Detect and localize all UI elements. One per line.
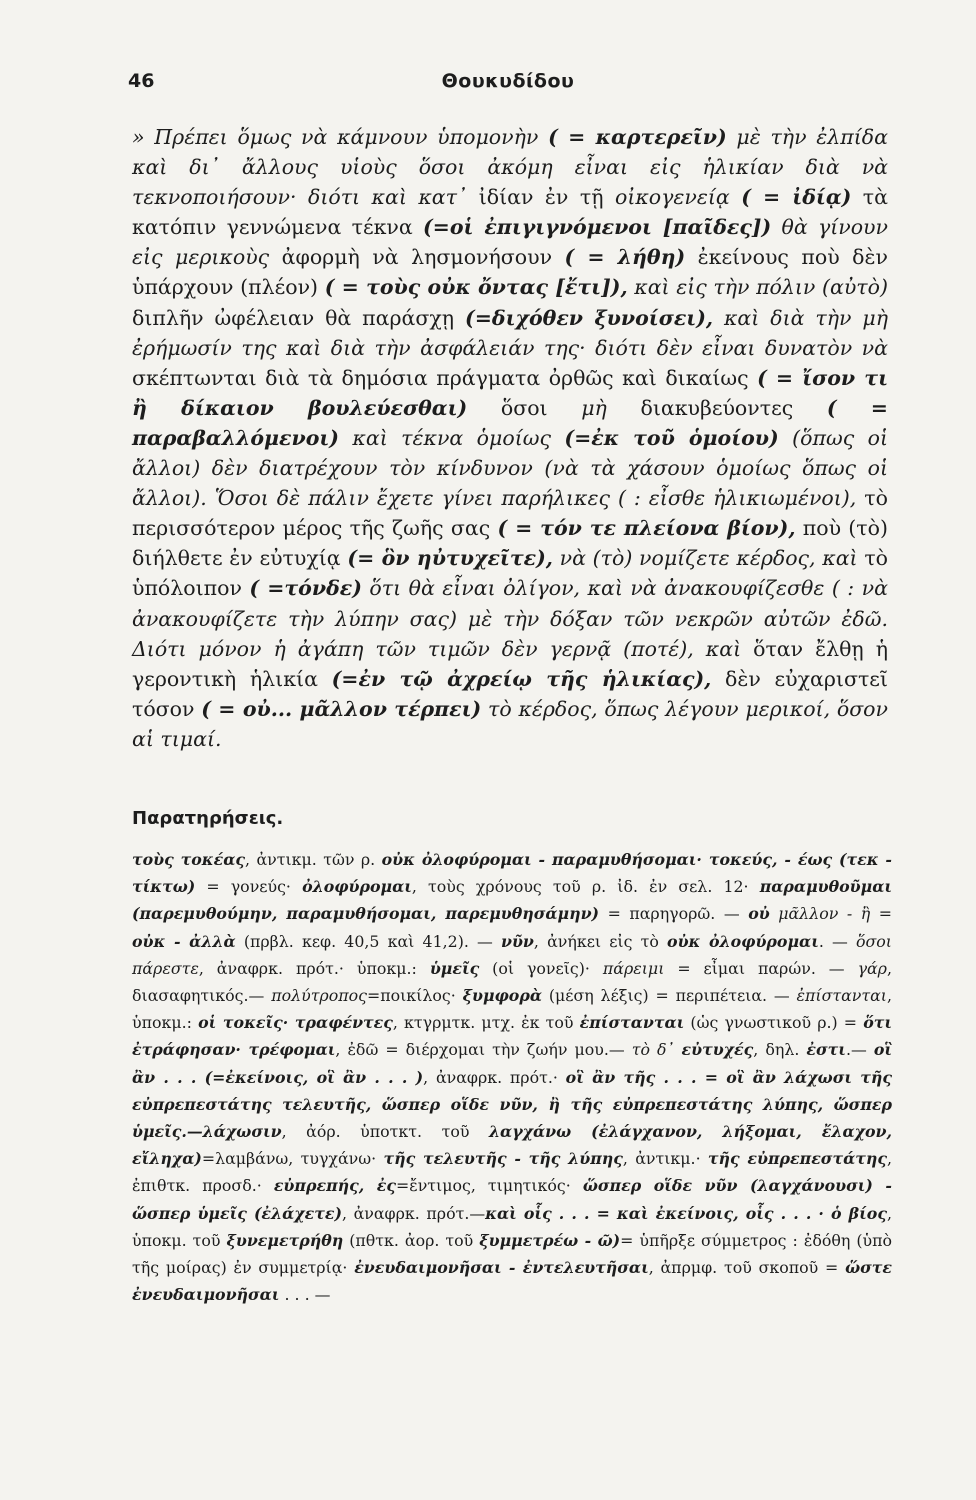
greek-term: ( = ἰδίᾳ) bbox=[741, 185, 852, 210]
note-text: , ἐπιθτκ. προσδ.· bbox=[132, 1149, 892, 1196]
note-term: ὀλοφύρομαι bbox=[302, 877, 412, 897]
note-text: . . . — bbox=[279, 1285, 331, 1305]
notes-paragraph bbox=[132, 846, 892, 1308]
note-term: οἳ ἂν τῆς . . . = οἳ ἂν λάχωσι τῆς εὐπρεπεστάτης τελευτῆς, ὥσπερ οἵδε νῦν, ἢ τῆς εὐπρεπεστάτης λύπης, ὥσπερ ὑμεῖς.—λάχωσιν bbox=[132, 1067, 892, 1142]
note-italic: πολύτροπος bbox=[271, 986, 367, 1006]
greek-term: ( =τόνδε) bbox=[249, 576, 362, 601]
note-text: , ἀντικμ. τῶν ρ. bbox=[245, 850, 382, 869]
note-term: εὐπρεπής, ἐς bbox=[273, 1176, 396, 1196]
note-text: .— bbox=[845, 1040, 874, 1060]
text-run: νὰ (τὸ) νομίζετε κέρδος, καὶ bbox=[559, 546, 858, 571]
note-term: ὥσπερ οἵδε νῦν (λαγχάνουσι) - ὥσπερ ὑμεῖς (ἐλάχετε) bbox=[132, 1176, 892, 1223]
text-run: ἐκείνους ποὺ δὲν ὑπάρχουν (πλέον) bbox=[132, 245, 888, 300]
text-run: καὶ εἰς τὴν πόλιν (αὐτὸ) bbox=[634, 275, 888, 300]
note-term: οὐκ ὀλοφύρομαι bbox=[667, 931, 819, 951]
note-term: ξυμφορὰ bbox=[462, 986, 542, 1006]
note-term: ἐστι bbox=[806, 1040, 846, 1060]
note-text: , ὑποκμ. τοῦ bbox=[132, 1203, 892, 1250]
text-run: καὶ διὰ τὴν μὴ ἐρήμωσίν της καὶ διὰ τὴν ἀσφάλειάν της· διότι δὲν εἶναι δυνατὸν νὰ bbox=[132, 305, 888, 360]
note-text: , ἀναφρκ. πρότ.— bbox=[341, 1203, 486, 1223]
note-text: (πρβλ. κεφ. 40,5 καὶ 41,2). — bbox=[235, 931, 502, 951]
note-text: , ἀντικμ.· bbox=[622, 1149, 708, 1169]
note-term: ὑμεῖς bbox=[429, 958, 480, 978]
note-italic: πάρειμι bbox=[602, 958, 665, 978]
greek-term: ( = οὐ... μᾶλλον τέρπει) bbox=[201, 696, 482, 721]
note-text: =λαμβάνω, τυγχάνω· bbox=[201, 1149, 384, 1169]
note-text: , δηλ. bbox=[753, 1040, 807, 1060]
note-term: ὥστε ἐνευδαιμονῆσαι bbox=[132, 1258, 892, 1305]
text-run: (ὅπως οἱ ἄλλοι) δὲν διατρέχουν τὸν κίνδυνον (νὰ τὰ χάσουν ὁμοίως ὅπως οἱ ἄλλοι). Ὅσοι δὲ πάλιν ἔχετε γίνει παρήλικες ( : εἶσθε ἡλικιωμένοι), bbox=[132, 425, 888, 511]
note-term: τοὺς τοκέας bbox=[132, 850, 246, 869]
note-text: = bbox=[870, 904, 892, 924]
text-run: ἰδίαν ἐν τῇ bbox=[478, 185, 604, 210]
greek-term: ( = ἴσον τι ἢ δίκαιον βουλεύεσθαι) bbox=[132, 365, 888, 420]
text-run: τὰ κατόπιν γεννώμενα τέκνα bbox=[132, 185, 888, 240]
running-title: Θουκυδίδου bbox=[441, 70, 575, 92]
note-term: οὐκ ὀλοφύρομαι - παραμυθήσομαι· τοκεύς, - έως (τεκ - τίκτω) bbox=[132, 850, 892, 897]
note-text: =ποικίλος· bbox=[366, 986, 463, 1006]
text-run: μὲ τὴν ἐλπίδα καὶ δι᾿ ἄλλους υἱοὺς ὅσοι ἀκόμη εἶναι εἰς ἡλικίαν διὰ νὰ τεκνοποιήσουν· διότι καὶ κατ᾿ bbox=[132, 125, 888, 210]
greek-term: (=ἐκ τοῦ ὁμοίου) bbox=[564, 425, 779, 450]
note-text: , ἐδῶ = διέρχομαι τὴν ζωήν μου.— bbox=[335, 1040, 632, 1060]
note-italic: ἐπίστανται bbox=[796, 986, 887, 1006]
note-text: , ἀναφρκ. πρότ.· bbox=[423, 1067, 566, 1087]
notes-heading: Παρατηρήσεις. bbox=[132, 808, 284, 829]
text-run: ἀφορμὴ νὰ λησμονήσουν bbox=[281, 245, 553, 270]
note-text: = γονεύς· bbox=[195, 877, 303, 897]
note-italic: ὅσοι πάρεστε bbox=[132, 931, 892, 978]
note-term: ξυνεμετρήθη bbox=[226, 1230, 344, 1250]
note-text bbox=[770, 904, 779, 923]
main-paragraph bbox=[132, 122, 888, 754]
text-run: » Πρέπει ὅμως νὰ κάμνουν ὑπομονὴν bbox=[132, 125, 539, 149]
text-run: τὸ περισσότερον μέρος τῆς ζωῆς σας bbox=[132, 486, 888, 541]
note-term: καὶ οἷς . . . = καὶ ἐκείνοις, οἷς . . . · ὁ βίος bbox=[485, 1203, 887, 1223]
greek-term: ( = καρτερεῖν) bbox=[548, 125, 727, 149]
note-text: , ἀπρμφ. τοῦ σκοποῦ = bbox=[648, 1258, 846, 1278]
note-text: = παρηγορῶ. — bbox=[599, 904, 749, 924]
text-run: τὸ κέρδος, ὅπως λέγουν μερικοί, ὅσον αἱ τιμαί. bbox=[132, 696, 888, 751]
note-text: =ἔντιμος, τιμητικός· bbox=[395, 1176, 583, 1196]
note-term: λαγχάνω (ἐλάγχανον, λήξομαι, ἔλαχον, εἴληχα) bbox=[132, 1122, 892, 1169]
note-text: = εἶμαι παρών. — bbox=[664, 958, 858, 978]
main-text bbox=[132, 122, 888, 754]
note-italic: γάρ bbox=[857, 958, 887, 978]
note-text: , ἀναφρκ. πρότ.· ὑποκμ.: bbox=[198, 958, 430, 978]
text-run: τὸ ὑπόλοιπον bbox=[132, 546, 888, 601]
note-text: (πθτκ. ἀορ. τοῦ bbox=[343, 1230, 480, 1250]
note-text bbox=[674, 1040, 681, 1059]
note-term: οὐκ - ἀλλὰ bbox=[132, 931, 236, 951]
text-run: οἰκογενείᾳ bbox=[614, 185, 730, 210]
note-text: , ὑποκμ.: bbox=[132, 986, 892, 1033]
note-term: νῦν bbox=[501, 931, 534, 951]
note-text: = ὑπῆρξε σύμμετρος : ἐδόθη (ὑπὸ τῆς μοίρας) ἐν συμμετρίᾳ· bbox=[132, 1230, 892, 1278]
text-run: μὴ bbox=[581, 395, 607, 420]
note-text: (οἱ γονεῖς)· bbox=[479, 958, 603, 978]
greek-term: (= ὃν ηὐτυχεῖτε), bbox=[347, 546, 553, 571]
greek-term: ( = τοὺς οὐκ ὄντας [ἔτι]), bbox=[324, 275, 628, 300]
text-run: δὲν εὐχαριστεῖ τόσον bbox=[132, 666, 888, 721]
page-number: 46 bbox=[128, 70, 155, 92]
note-term: οἳ ἂν . . . (=ἐκείνοις, οἳ ἂν . . . ) bbox=[132, 1040, 892, 1087]
note-text: , τοὺς χρόνους τοῦ ρ. ἰδ. ἐν σελ. 12· bbox=[411, 877, 760, 897]
text-run: σκέπτωνται διὰ τὰ δημόσια πράγματα ὀρθῶς καὶ δικαίως bbox=[132, 365, 749, 390]
greek-term: ( = παραβαλλόμενοι) bbox=[132, 395, 888, 450]
note-text: . — bbox=[818, 931, 856, 951]
note-text: , διασαφητικός.— bbox=[132, 958, 892, 1006]
text-run: διακυβεύοντες bbox=[640, 395, 794, 420]
note-term: οἱ τοκεῖς· τραφέντες bbox=[198, 1013, 393, 1033]
note-term: ξυμμετρέω - ῶ) bbox=[479, 1230, 621, 1250]
note-term: ὅτι ἐτράφησαν· τρέφομαι bbox=[132, 1013, 892, 1060]
greek-term: (=ἐν τῷ ἀχρείῳ τῆς ἡλικίας), bbox=[331, 666, 712, 691]
note-text: (μέση λέξις) = περιπέτεια. — bbox=[542, 986, 797, 1006]
note-text: (ὡς γνωστικοῦ ρ.) = bbox=[684, 1013, 864, 1033]
note-text: , ἀόρ. ὑποτκτ. τοῦ bbox=[281, 1122, 489, 1142]
text-run: καὶ τέκνα ὁμοίως bbox=[352, 425, 551, 450]
greek-term: (=οἱ ἐπιγιγνόμενοι [παῖδες]) bbox=[422, 215, 772, 240]
note-text: , ἀνήκει εἰς τὸ bbox=[533, 931, 668, 951]
text-run: ὅτι θὰ εἶναι ὀλίγον, καὶ νὰ ἀνακουφίζεσθε ( : νὰ ἀνακουφίζετε τὴν λύπην σας) μὲ τὴν δόξαν τῶν νεκρῶν αὐτῶν ἐδῶ. Διότι μόνον ἡ ἀγάπη τῶν τιμῶν δὲν γερνᾷ (ποτέ), καὶ bbox=[132, 576, 888, 661]
text-run: διπλῆν ὠφέλειαν θὰ παράσχῃ bbox=[132, 305, 455, 330]
note-term: οὐ bbox=[748, 904, 770, 924]
note-italic: μᾶλλον - ἢ bbox=[778, 904, 871, 924]
text-run: θὰ γίνουν εἰς μερικοὺς bbox=[132, 215, 888, 270]
note-term: ἐνευδαιμονῆσαι - ἐντελευτῆσαι bbox=[354, 1258, 649, 1278]
text-run: ποὺ (τὸ) διήλθετε ἐν εὐτυχίᾳ bbox=[132, 516, 888, 571]
note-text: , κτγρμτκ. μτχ. ἐκ τοῦ bbox=[392, 1013, 580, 1033]
note-term: εὐτυχές bbox=[681, 1040, 754, 1060]
greek-term: ( = τόν τε πλείονα βίον), bbox=[497, 516, 796, 541]
page-header bbox=[128, 70, 888, 100]
greek-term: (=διχόθεν ξυνοίσει), bbox=[465, 305, 714, 330]
notes-section bbox=[132, 846, 892, 1308]
note-term: τῆς τελευτῆς - τῆς λύπης bbox=[383, 1149, 623, 1169]
note-term: τῆς εὐπρεπεστάτης bbox=[707, 1149, 887, 1169]
text-run: ὅσοι bbox=[500, 395, 548, 420]
text-run: ὅταν ἔλθῃ ἡ γεροντικὴ ἡλικία bbox=[132, 636, 888, 691]
note-term: παραμυθοῦμαι (παρεμυθούμην, παραμυθήσομαι, παρεμυθησάμην) bbox=[132, 877, 893, 924]
greek-term: ( = λήθη) bbox=[564, 245, 686, 270]
note-italic: τὸ δ᾿ bbox=[631, 1040, 675, 1060]
note-term: ἐπίστανται bbox=[579, 1013, 685, 1033]
